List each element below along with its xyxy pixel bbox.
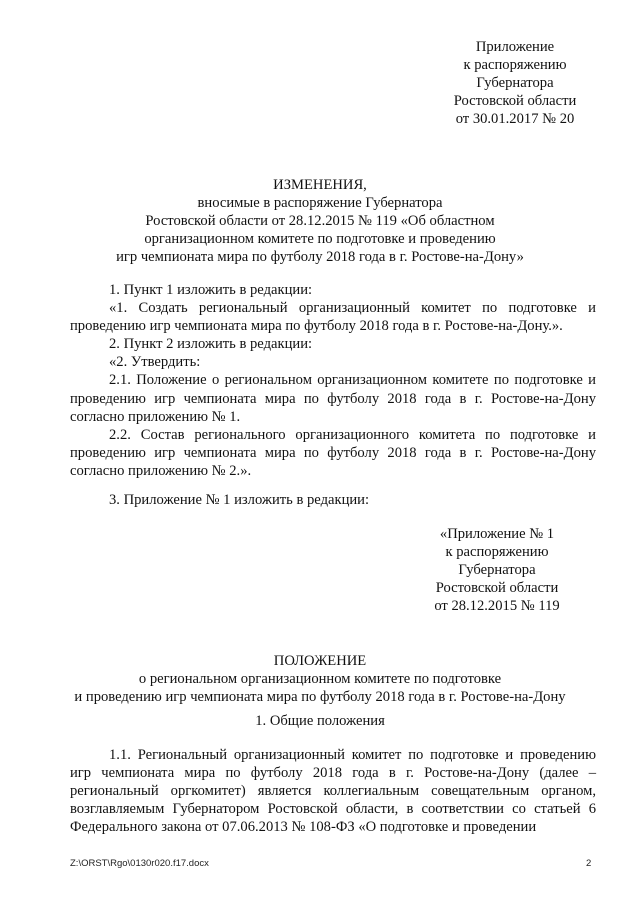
- section-body: [70, 746, 596, 836]
- polozhenie-title: [60, 652, 580, 706]
- attachment-header-line: от 30.01.2017 № 20: [455, 111, 575, 128]
- changes-body: [70, 281, 596, 480]
- footer-file-path: Z:\ORST\Rgo\0130r020.f17.docx: [70, 858, 209, 869]
- item3-block: [70, 491, 596, 509]
- changes-title-line: организационном комитете по подготовке и проведению: [144, 231, 496, 248]
- attachment-header-line: Приложение: [475, 39, 555, 55]
- attachment-header: [420, 38, 610, 128]
- quote-header: [402, 525, 592, 615]
- paragraph: 1. Пункт 1 изложить в редакции:: [109, 282, 313, 298]
- paragraph: 1.1. Региональный организационный комитет по подготовке и проведению игр чемпионата мира по футболу 2018 года в г. Ростове-на-Дону (далее – региональный оргкомитет) является коллегиальным совещательным органом, возглавляемым Губернатором Ростовской области, в соответствии со статьей 6 Федерального закона от 07.06.2013 № 108-ФЗ «О подготовке и проведении: [70, 747, 596, 836]
- quote-header-line: Губернатора: [458, 562, 536, 579]
- changes-title-line: Ростовской области от 28.12.2015 № 119 «Об областном: [145, 213, 495, 230]
- paragraph: 3. Приложение № 1 изложить в редакции:: [109, 492, 370, 508]
- attachment-header-line: к распоряжению: [463, 57, 567, 74]
- section-heading-text: 1. Общие положения: [255, 713, 385, 729]
- quote-header-line: Ростовской области: [435, 580, 559, 597]
- polozhenie-heading: ПОЛОЖЕНИЕ: [273, 653, 367, 669]
- changes-title: [70, 176, 570, 266]
- changes-title-line: вносимые в распоряжение Губернатора: [197, 195, 443, 212]
- polozhenie-title-line: о региональном организационном комитете по подготовке: [138, 671, 502, 688]
- paragraph: 2.2. Состав регионального организационного комитета по подготовке и проведению игр чемпионата мира по футболу 2018 года в г. Ростове-на-Дону согласно приложению № 2.».: [70, 426, 596, 479]
- paragraph: 2. Пункт 2 изложить в редакции:: [109, 336, 313, 353]
- attachment-header-line: Ростовской области: [453, 93, 577, 110]
- changes-heading: ИЗМЕНЕНИЯ,: [273, 177, 367, 193]
- paragraph: «1. Создать региональный организационный комитет по подготовке и проведению игр чемпионата мира по футболу 2018 года в г. Ростове-на-Дону.».: [70, 300, 596, 335]
- polozhenie-title-line: и проведению игр чемпионата мира по футболу 2018 года в г. Ростове-на-Дону: [74, 689, 566, 706]
- paragraph: «2. Утвердить:: [109, 354, 201, 371]
- quote-header-line: к распоряжению: [445, 544, 549, 561]
- paragraph: 2.1. Положение о региональном организационном комитете по подготовке и проведению игр чемпионата мира по футболу 2018 года в г. Ростове-на-Дону согласно приложению № 1.: [70, 372, 596, 425]
- quote-header-line: от 28.12.2015 № 119: [434, 598, 560, 615]
- section-heading: [70, 712, 570, 730]
- changes-title-line: игр чемпионата мира по футболу 2018 года в г. Ростове-на-Дону»: [116, 249, 524, 266]
- page-number: 2: [586, 858, 592, 869]
- quote-header-line: «Приложение № 1: [439, 526, 555, 542]
- attachment-header-line: Губернатора: [476, 75, 554, 92]
